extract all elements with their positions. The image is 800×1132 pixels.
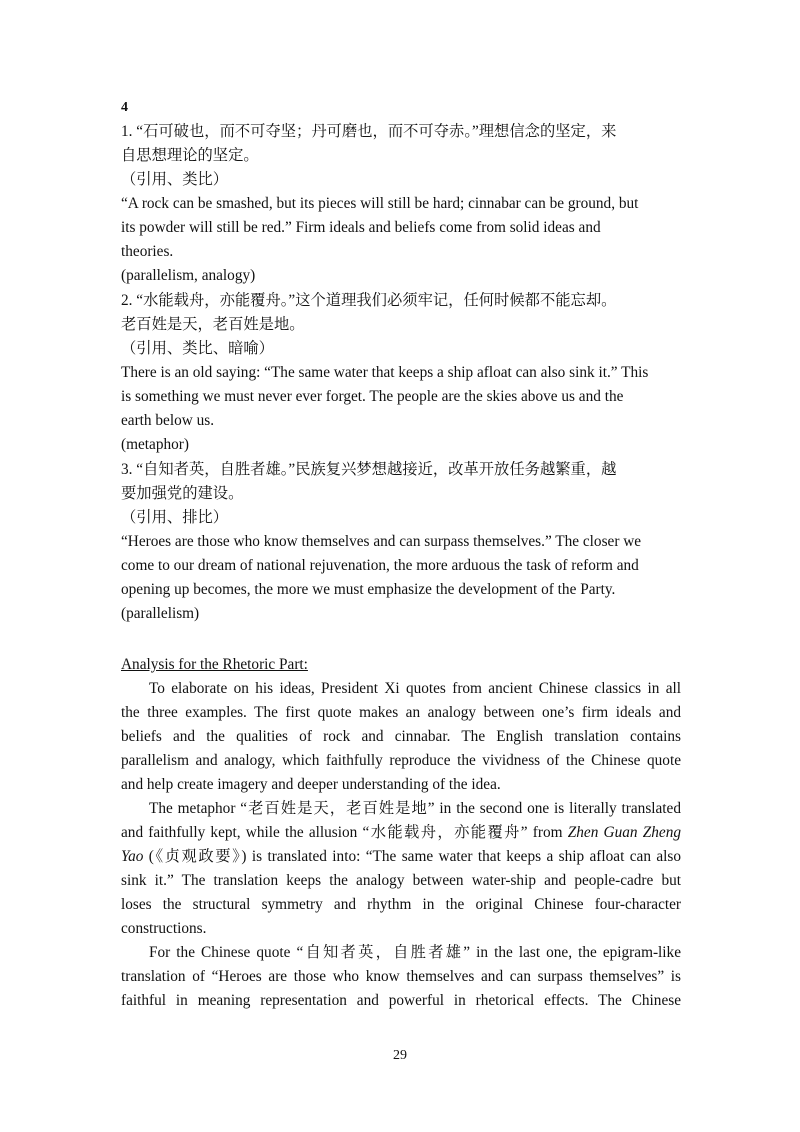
analysis-p2-line-5: loses the structural symmetry and rhythm in the original Chinese four-character [121,896,681,913]
book-title-pinyin-part-1: Zhen Guan Zheng [567,824,681,841]
analysis-p2-line-2-text: and faithfully kept, while the allusion “水能载舟，亦能覆舟” from [121,824,568,841]
analysis-p2-line-4: sink it.” The translation keeps the analogy between water-ship and people-cadre but [121,872,681,889]
example-1 [121,120,681,288]
example-1-cn-line-1: 1. “石可破也，而不可夺坚；丹可磨也，而不可夺赤。”理想信念的坚定，来 [121,123,617,140]
example-2-en-tags: (metaphor) [121,436,189,453]
example-1-en-tags: (parallelism, analogy) [121,267,256,284]
example-3-en-line-1: “Heroes are those who know themselves and can surpass themselves.” The closer we [121,533,642,550]
example-1-en-line-2: its powder will still be red.” Firm ideals and beliefs come from solid ideas and [121,219,601,236]
analysis-p2-line-6: constructions. [121,920,207,937]
example-3-cn-tags: （引用、排比） [121,509,229,526]
section-number: 4 [121,100,128,115]
analysis-p3-line-2: translation of “Heroes are those who know themselves and can surpass themselves” is [121,968,681,985]
example-3-cn-line-1: 3. “自知者英，自胜者雄。”民族复兴梦想越接近，改革开放任务越繁重，越 [121,461,617,478]
example-3-en-line-2: come to our dream of national rejuvenation, the more arduous the task of reform and [121,557,639,574]
analysis-p3-line-3: faithful in meaning representation and powerful in rhetorical effects. The Chinese [121,992,681,1009]
analysis-p2-line-3 [121,845,681,869]
analysis-p2-line-3-text: (《贞观政要》) is translated into: “The same water that keeps a ship afloat can also [143,848,681,865]
analysis-p2-line-1: The metaphor “老百姓是天，老百姓是地” in the second one is literally translated [149,800,681,817]
example-2-cn-line-2: 老百姓是天，老百姓是地。 [121,316,305,333]
example-3 [121,458,681,626]
example-2-en-line-2: is something we must never ever forget. The people are the skies above us and the [121,388,624,405]
analysis-p2-line-2 [121,821,681,845]
analysis-p1-line-4: parallelism and analogy, which faithfully reproduce the vividness of the Chinese quote [121,752,681,769]
example-1-cn-tags: （引用、类比） [121,171,229,188]
analysis-p1-line-2: the three examples. The first quote makes an analogy between one’s firm ideals and [121,704,681,721]
book-title-pinyin-part-2: Yao [121,848,144,865]
page-number: 29 [393,1048,407,1063]
analysis-heading-row [121,653,681,677]
example-2-en-line-3: earth below us. [121,412,215,429]
example-2-cn-line-1: 2. “水能载舟，亦能覆舟。”这个道理我们必须牢记，任何时候都不能忘却。 [121,292,617,309]
analysis-paragraph-1 [121,677,681,797]
example-3-en-tags: (parallelism) [121,605,200,622]
analysis-paragraph-3 [121,941,681,1013]
analysis-p1-line-5: and help create imagery and deeper understanding of the idea. [121,776,501,793]
example-2 [121,289,681,457]
example-1-en-line-1: “A rock can be smashed, but its pieces will still be hard; cinnabar can be ground, but [121,195,639,212]
example-3-en-line-3: opening up becomes, the more we must emphasize the development of the Party. [121,581,616,598]
analysis-p1-line-3: beliefs and the qualities of rock and cinnabar. The English translation contains [121,728,681,745]
example-1-cn-line-2: 自思想理论的坚定。 [121,147,259,164]
example-1-en-line-3: theories. [121,243,174,260]
analysis-p3-line-1: For the Chinese quote “自知者英，自胜者雄” in the last one, the epigram-like [149,944,681,961]
analysis-p1-line-1: To elaborate on his ideas, President Xi quotes from ancient Chinese classics in all [149,680,681,697]
example-2-cn-tags: （引用、类比、暗喻） [121,340,274,357]
analysis-heading: Analysis for the Rhetoric Part: [121,656,308,673]
analysis-paragraph-2 [121,797,681,941]
example-3-cn-line-2: 要加强党的建设。 [121,485,244,502]
example-2-en-line-1: There is an old saying: “The same water that keeps a ship afloat can also sink it.” This [121,364,649,381]
